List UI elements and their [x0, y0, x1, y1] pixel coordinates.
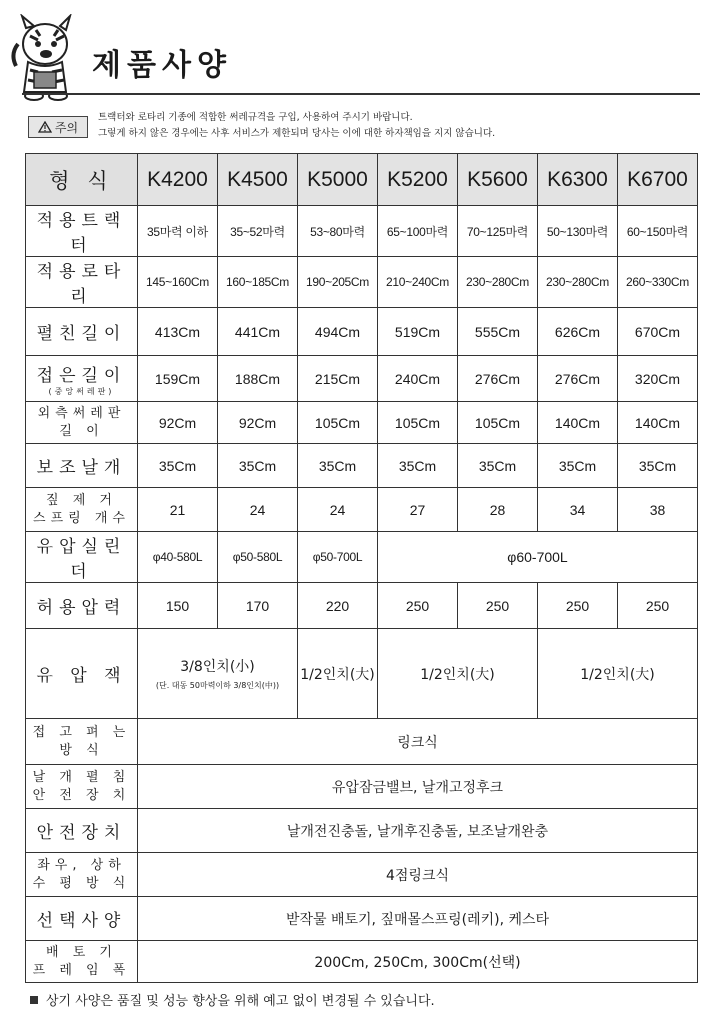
table-cell: 65~100마력	[378, 206, 458, 257]
table-row	[26, 444, 698, 488]
notice-line-2: 그렇게 하지 않은 경우에는 사후 서비스가 제한되며 당사는 이에 대한 하자책임을 지지 않습니다.	[98, 128, 496, 139]
model-header: K5000	[298, 154, 378, 206]
table-cell: 140Cm	[538, 402, 618, 444]
table-cell: 250	[538, 583, 618, 629]
table-row	[26, 356, 698, 402]
table-cell: 626Cm	[538, 308, 618, 356]
row-label	[26, 488, 138, 532]
row-label-line: 길 이	[59, 423, 104, 439]
row-label-line: 수 평 방 식	[32, 875, 131, 891]
table-cell: 240Cm	[378, 356, 458, 402]
jack-value: 3/8인치(小)	[180, 659, 255, 675]
notice-text	[98, 110, 495, 142]
row-label-text: 접은길이	[36, 365, 127, 386]
model-header: K6700	[618, 154, 698, 206]
table-cell: 24	[218, 488, 298, 532]
table-cell-merged: 날개전진충돌, 날개후진충돌, 보조날개완충	[138, 809, 698, 853]
notice-line-1: 트랙터와 로타리 기종에 적합한 써레규격을 구입, 사용하여 주시기 바랍니다.	[98, 112, 413, 123]
title-divider	[22, 93, 700, 95]
row-label-line: 안 전 장 치	[32, 787, 131, 803]
row-label-line: 배 토 기	[46, 944, 117, 960]
model-header: K4500	[218, 154, 298, 206]
table-cell: 50~130마력	[538, 206, 618, 257]
row-label-note: (중앙써레판)	[48, 386, 115, 396]
table-cell: 250	[618, 583, 698, 629]
row-label: 선택사양	[26, 897, 138, 941]
table-cell: 140Cm	[618, 402, 698, 444]
page-title: 제품사양	[92, 48, 232, 83]
table-cell: 92Cm	[218, 402, 298, 444]
table-cell-merged: 1/2인치(大)	[538, 629, 698, 719]
table-row	[26, 488, 698, 532]
row-label	[26, 356, 138, 402]
row-label-line: 방 식	[59, 742, 104, 758]
table-header-row	[26, 154, 698, 206]
model-header: K5200	[378, 154, 458, 206]
row-label: 유 압 잭	[26, 629, 138, 719]
table-cell-merged: 4점링크식	[138, 853, 698, 897]
table-cell: 555Cm	[458, 308, 538, 356]
row-label-line: 날 개 펼 침	[32, 769, 131, 785]
row-label: 적용트랙터	[26, 206, 138, 257]
table-cell: 105Cm	[378, 402, 458, 444]
row-label-line: 스프링 개수	[33, 510, 130, 526]
table-cell: φ50-700L	[298, 532, 378, 583]
table-row	[26, 853, 698, 897]
row-label: 안전장치	[26, 809, 138, 853]
table-cell-merged: 받작물 배토기, 짚매몰스프링(레키), 케스타	[138, 897, 698, 941]
table-cell: 105Cm	[458, 402, 538, 444]
table-row	[26, 257, 698, 308]
table-cell: 35~52마력	[218, 206, 298, 257]
warning-icon	[38, 121, 52, 133]
table-cell: 160~185Cm	[218, 257, 298, 308]
footnote-text: 상기 사양은 품질 및 성능 향상을 위해 예고 없이 변경될 수 있습니다.	[46, 994, 435, 1009]
table-cell: 670Cm	[618, 308, 698, 356]
table-cell: 35Cm	[618, 444, 698, 488]
table-cell: 35Cm	[218, 444, 298, 488]
table-cell: 35Cm	[378, 444, 458, 488]
table-cell: 441Cm	[218, 308, 298, 356]
row-label	[26, 719, 138, 765]
table-row	[26, 809, 698, 853]
header-label: 형 식	[26, 154, 138, 206]
row-label: 보조날개	[26, 444, 138, 488]
row-label: 허용압력	[26, 583, 138, 629]
table-cell: 53~80마력	[298, 206, 378, 257]
table-cell-merged: φ60-700L	[378, 532, 698, 583]
row-label: 펼친길이	[26, 308, 138, 356]
table-cell: 215Cm	[298, 356, 378, 402]
table-cell-merged: 200Cm, 250Cm, 300Cm(선택)	[138, 941, 698, 983]
table-cell: 34	[538, 488, 618, 532]
table-cell: 27	[378, 488, 458, 532]
table-cell: 70~125마력	[458, 206, 538, 257]
footnote	[30, 990, 435, 1009]
row-label	[26, 402, 138, 444]
table-cell: φ40-580L	[138, 532, 218, 583]
tiger-mascot-illustration	[8, 14, 82, 102]
table-row	[26, 765, 698, 809]
table-cell: 210~240Cm	[378, 257, 458, 308]
row-label	[26, 853, 138, 897]
table-row	[26, 532, 698, 583]
table-cell: 188Cm	[218, 356, 298, 402]
row-label: 적용로타리	[26, 257, 138, 308]
table-row	[26, 206, 698, 257]
table-cell: 21	[138, 488, 218, 532]
notice-badge	[28, 116, 88, 138]
table-cell: 38	[618, 488, 698, 532]
row-label	[26, 765, 138, 809]
table-cell: 494Cm	[298, 308, 378, 356]
table-row	[26, 402, 698, 444]
table-cell: 260~330Cm	[618, 257, 698, 308]
table-cell: 35마력 이하	[138, 206, 218, 257]
row-label: 유압실린더	[26, 532, 138, 583]
table-cell: 250	[458, 583, 538, 629]
table-cell: 519Cm	[378, 308, 458, 356]
table-cell: 220	[298, 583, 378, 629]
model-header: K6300	[538, 154, 618, 206]
model-header: K4200	[138, 154, 218, 206]
table-cell: 105Cm	[298, 402, 378, 444]
table-cell: 35Cm	[458, 444, 538, 488]
table-cell: 170	[218, 583, 298, 629]
table-row	[26, 897, 698, 941]
table-cell: 150	[138, 583, 218, 629]
spec-table	[25, 153, 698, 983]
row-label-line: 프 레 임 폭	[32, 962, 131, 978]
table-row	[26, 583, 698, 629]
table-cell: 320Cm	[618, 356, 698, 402]
table-cell: 230~280Cm	[538, 257, 618, 308]
table-cell: 190~205Cm	[298, 257, 378, 308]
table-cell-merged: 링크식	[138, 719, 698, 765]
table-cell: 60~150마력	[618, 206, 698, 257]
table-cell: 145~160Cm	[138, 257, 218, 308]
table-row	[26, 629, 698, 719]
jack-note: (단. 대동 50마력이하 3/8인치(中))	[155, 681, 280, 690]
table-row	[26, 308, 698, 356]
table-cell: 28	[458, 488, 538, 532]
table-cell: 1/2인치(大)	[298, 629, 378, 719]
table-cell: 35Cm	[138, 444, 218, 488]
table-cell: 276Cm	[458, 356, 538, 402]
table-cell: 159Cm	[138, 356, 218, 402]
table-cell: 35Cm	[298, 444, 378, 488]
notice-badge-label: 주의	[54, 120, 79, 135]
table-cell: 24	[298, 488, 378, 532]
table-cell: 230~280Cm	[458, 257, 538, 308]
table-row	[26, 719, 698, 765]
table-cell: 276Cm	[538, 356, 618, 402]
table-cell: 413Cm	[138, 308, 218, 356]
table-cell: 35Cm	[538, 444, 618, 488]
table-cell: 92Cm	[138, 402, 218, 444]
table-cell: 250	[378, 583, 458, 629]
row-label	[26, 941, 138, 983]
row-label-line: 짚 제 거	[46, 492, 117, 508]
table-row	[26, 941, 698, 983]
model-header: K5600	[458, 154, 538, 206]
table-cell-merged: 유압잠금밸브, 날개고정후크	[138, 765, 698, 809]
table-cell-merged: 1/2인치(大)	[378, 629, 538, 719]
row-label-line: 좌우, 상하	[37, 857, 126, 873]
row-label-line: 접 고 펴 는	[32, 724, 131, 740]
bullet-square-icon	[30, 996, 38, 1004]
table-cell: φ50-580L	[218, 532, 298, 583]
table-cell-merged	[138, 629, 298, 719]
row-label-line: 외측써레판	[37, 405, 126, 421]
